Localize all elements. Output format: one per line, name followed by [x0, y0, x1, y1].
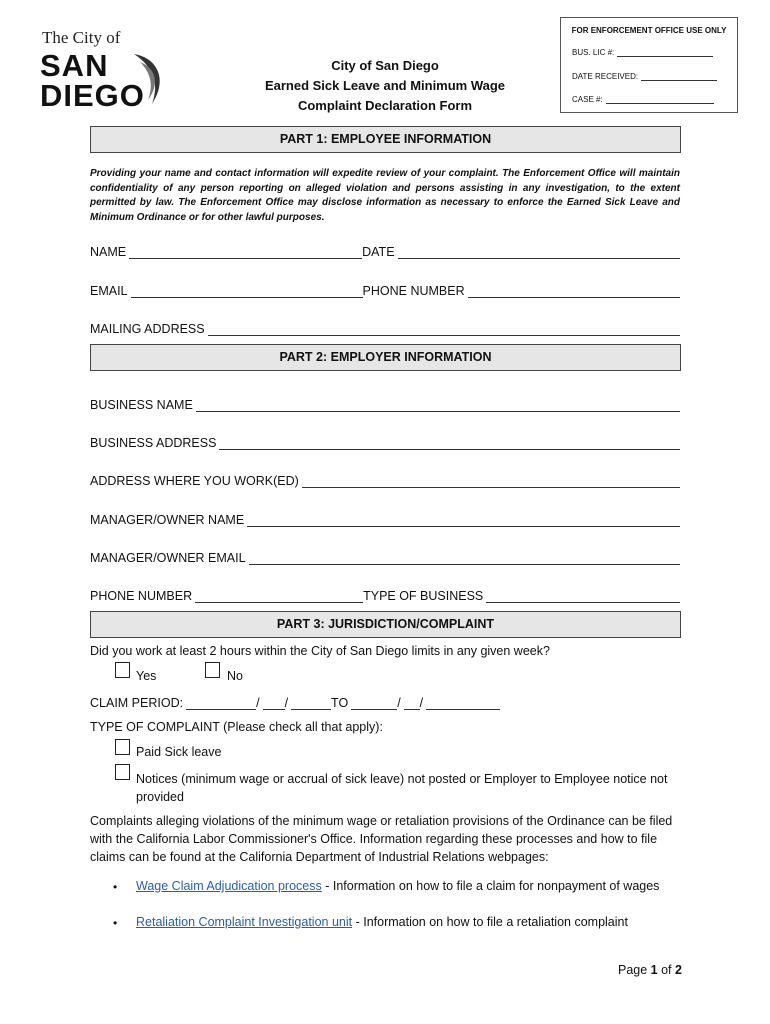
logo-san: SAN	[40, 48, 109, 83]
claim-to-label: TO	[331, 696, 349, 710]
business-type-input[interactable]	[486, 590, 680, 603]
claim-end-year-input[interactable]	[426, 697, 500, 710]
bus-lic-input[interactable]	[617, 47, 713, 57]
part2-heading: PART 2: EMPLOYER INFORMATION	[90, 344, 681, 371]
bus-lic-field[interactable]	[572, 47, 713, 57]
manager-email-row	[90, 549, 680, 565]
business-name-input[interactable]	[196, 399, 680, 412]
name-label: NAME	[90, 245, 127, 259]
part1-heading: PART 1: EMPLOYEE INFORMATION	[90, 126, 681, 153]
city-logo-swoosh-icon	[130, 50, 168, 108]
title-line-1: City of San Diego	[331, 58, 439, 73]
case-number-input[interactable]	[606, 94, 714, 104]
business-address-input[interactable]	[219, 437, 680, 450]
paid-sick-leave-label: Paid Sick leave	[136, 745, 222, 759]
page-current: 1	[650, 963, 658, 977]
name-input[interactable]	[129, 246, 362, 259]
work-address-row	[90, 472, 680, 488]
claim-end-month-input[interactable]	[351, 697, 397, 710]
bullet-2: •	[113, 916, 118, 930]
claim-slash-1: /	[256, 696, 260, 710]
claim-slash-4: /	[419, 696, 424, 710]
manager-email-label: MANAGER/OWNER EMAIL	[90, 551, 246, 565]
phone-label: PHONE NUMBER	[362, 284, 465, 298]
business-address-label: BUSINESS ADDRESS	[90, 436, 217, 450]
retaliation-link[interactable]: Retaliation Complaint Investigation unit	[136, 915, 353, 929]
logo-city-of: The City of	[42, 28, 121, 47]
email-phone-row	[90, 282, 680, 298]
claim-start-year-input[interactable]	[291, 697, 331, 710]
manager-name-label: MANAGER/OWNER NAME	[90, 513, 245, 527]
name-date-row	[90, 243, 680, 259]
date-received-label: DATE RECEIVED:	[572, 72, 639, 81]
business-address-row	[90, 434, 680, 450]
yes-label: Yes	[136, 669, 157, 683]
manager-name-input[interactable]	[247, 514, 680, 527]
mailing-address-input[interactable]	[208, 323, 680, 336]
date-received-input[interactable]	[641, 71, 717, 81]
page-indicator	[618, 963, 682, 977]
case-number-field[interactable]	[572, 94, 714, 104]
mailing-address-label: MAILING ADDRESS	[90, 322, 205, 336]
title-line-3: Complaint Declaration Form	[297, 98, 473, 113]
date-received-field[interactable]	[572, 71, 717, 81]
jurisdiction-question: Did you work at least 2 hours within the City of San Diego limits in any given week?	[90, 644, 550, 658]
phone-input[interactable]	[468, 285, 680, 298]
email-label: EMAIL	[90, 284, 128, 298]
employer-phone-label: PHONE NUMBER	[90, 589, 193, 603]
date-input[interactable]	[398, 246, 680, 259]
notices-label: Notices (minimum wage or accrual of sick leave) not posted or Employer to Employee notice not provided	[136, 772, 668, 804]
complaint-type-label: TYPE OF COMPLAINT (Please check all that apply):	[90, 720, 383, 734]
title-line-2: Earned Sick Leave and Minimum Wage	[264, 78, 506, 93]
business-type-label: TYPE OF BUSINESS	[363, 589, 484, 603]
retaliation-item	[136, 913, 681, 931]
page-total: 2	[675, 963, 682, 977]
page-of: of	[657, 963, 675, 977]
wage-claim-link[interactable]: Wage Claim Adjudication process	[136, 879, 322, 893]
retaliation-desc: - Information on how to file a retaliation complaint	[352, 915, 628, 929]
enforcement-heading: FOR ENFORCEMENT OFFICE USE ONLY	[571, 26, 727, 35]
logo-diego: DIEGO	[40, 78, 145, 113]
claim-period-row	[90, 694, 500, 710]
email-input[interactable]	[131, 285, 363, 298]
work-address-input[interactable]	[302, 475, 680, 488]
claim-start-month-input[interactable]	[186, 697, 256, 710]
bullet-1: •	[113, 880, 118, 894]
mailing-address-row	[90, 320, 680, 336]
no-checkbox[interactable]	[205, 662, 220, 678]
labor-commissioner-paragraph: Complaints alleging violations of the minimum wage or retaliation provisions of the Ordinance can be filed with the California Labor Commissioner's Office. Information regarding these processes and how to file claims can be found at the California Department of Industrial Relations webpages:	[90, 814, 673, 864]
part3-heading: PART 3: JURISDICTION/COMPLAINT	[90, 611, 681, 638]
claim-slash-2: /	[284, 696, 289, 710]
no-label: No	[227, 669, 243, 683]
date-label: DATE	[362, 245, 395, 259]
claim-start-day-input[interactable]	[263, 697, 285, 710]
manager-email-input[interactable]	[249, 552, 680, 565]
manager-name-row	[90, 511, 680, 527]
paid-sick-leave-checkbox[interactable]	[115, 739, 130, 755]
yes-checkbox[interactable]	[115, 662, 130, 678]
claim-period-label: CLAIM PERIOD:	[90, 696, 184, 710]
wage-claim-item	[136, 877, 681, 895]
wage-claim-desc: - Information on how to file a claim for nonpayment of wages	[321, 879, 660, 893]
bus-lic-label: BUS. LIC #:	[572, 48, 615, 57]
form-title	[250, 56, 520, 116]
employer-phone-type-row	[90, 587, 680, 603]
claim-slash-3: /	[397, 696, 401, 710]
page-prefix: Page	[618, 963, 651, 977]
case-number-label: CASE #:	[572, 95, 603, 104]
part1-intro: Providing your name and contact information will expedite review of your complaint. The Enforcement Office will maintain confidentiality of any person reporting on alleged violation and persons assisting in any investigation, to the extent permitted by law. The Enforcement Office may disclose information as necessary to enforce the Earned Sick Leave and Minimum Ordinance or for other lawful purposes.	[90, 168, 680, 223]
business-name-label: BUSINESS NAME	[90, 398, 193, 412]
work-address-label: ADDRESS WHERE YOU WORK(ED)	[90, 474, 299, 488]
notices-checkbox[interactable]	[115, 764, 130, 780]
business-name-row	[90, 396, 680, 412]
employer-phone-input[interactable]	[195, 590, 363, 603]
claim-end-day-input[interactable]	[404, 697, 420, 710]
